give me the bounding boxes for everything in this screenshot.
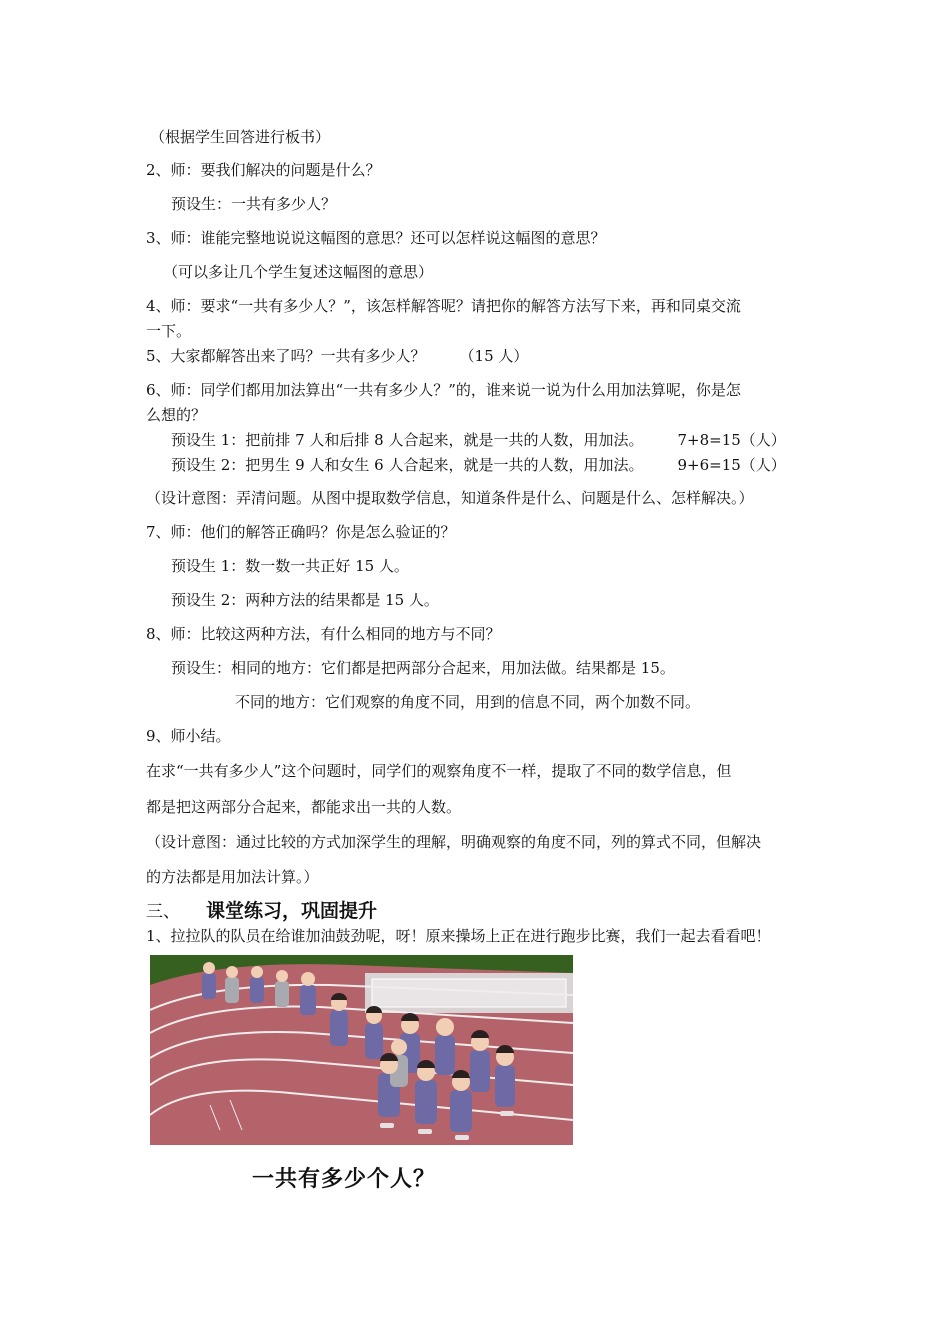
question-5 (146, 346, 528, 366)
question-6-line1: 6、师：同学们都用加法算出“一共有多少人？”的，谁来说一说为什么用加法算呢，你是怎 (146, 381, 741, 399)
answer-8-same: 预设生：相同的地方：它们都是把两部分合起来，用加法做。结果都是 15。 (171, 659, 675, 677)
answer-6-student2 (171, 455, 786, 475)
summary-line2: 都是把这两部分合起来，都能求出一共的人数。 (146, 798, 462, 816)
answer-8-different: 不同的地方：它们观察的角度不同，用到的信息不同，两个加数不同。 (235, 693, 701, 711)
track-scene (150, 955, 573, 1145)
answer-6-student1-equation: 7+8=15（人） (677, 431, 786, 449)
running-race-illustration (150, 955, 573, 1145)
question-4-line2: 一下。 (146, 322, 192, 340)
design-intent-2-line1: （设计意图：通过比较的方式加深学生的理解，明确观察的角度不同，列的算式不同，但解决 (146, 833, 762, 851)
illustration-question: 一共有多少个人？ (252, 1167, 437, 1192)
section-title: 课堂练习，巩固提升 (206, 900, 378, 922)
summary-line1: 在求“一共有多少人”这个问题时，同学们的观察角度不一样，提取了不同的数学信息，但 (146, 762, 732, 780)
question-4-line1: 4、师：要求“一共有多少人？”，该怎样解答呢？请把你的解答方法写下来，再和同桌交流 (146, 297, 741, 315)
question-7: 7、师：他们的解答正确吗？你是怎么验证的？ (146, 523, 456, 541)
answer-6-student2-equation: 9+6=15（人） (677, 456, 786, 474)
note-board-writing: （根据学生回答进行板书） (150, 128, 331, 146)
question-5-answer: （15 人） (459, 347, 529, 365)
answer-7-student2: 预设生 2：两种方法的结果都是 15 人。 (171, 591, 439, 609)
answer-6-student2-text: 预设生 2：把男生 9 人和女生 6 人合起来，就是一共的人数，用加法。 (171, 456, 644, 474)
question-3: 3、师：谁能完整地说说这幅图的意思？还可以怎样说这幅图的意思？ (146, 229, 606, 247)
answer-6-student1-text: 预设生 1：把前排 7 人和后排 8 人合起来，就是一共的人数，用加法。 (171, 431, 644, 449)
question-8: 8、师：比较这两种方法，有什么相同的地方与不同？ (146, 625, 501, 643)
question-2: 2、师：要我们解决的问题是什么？ (146, 161, 381, 179)
question-6-line2: 么想的？ (146, 406, 207, 424)
exercise-1: 1、拉拉队的队员在给谁加油鼓劲呢，呀！原来操场上正在进行跑步比赛，我们一起去看看吧！ (146, 927, 771, 945)
note-repeat: （可以多让几个学生复述这幅图的意思） (163, 263, 434, 281)
answer-6-student1 (171, 430, 786, 450)
question-5-text: 5、大家都解答出来了吗？一共有多少人？ (146, 347, 426, 365)
answer-7-student1: 预设生 1：数一数一共正好 15 人。 (171, 557, 409, 575)
design-intent-2-line2: 的方法都是用加法计算。） (146, 868, 319, 886)
design-intent-1: （设计意图：弄清问题。从图中提取数学信息，知道条件是什么、问题是什么、怎样解决。） (146, 489, 754, 507)
section-number: 三、 (146, 902, 180, 922)
section-heading (146, 899, 377, 924)
summary-heading: 9、师小结。 (146, 727, 231, 745)
answer-2: 预设生：一共有多少人？ (171, 195, 337, 213)
